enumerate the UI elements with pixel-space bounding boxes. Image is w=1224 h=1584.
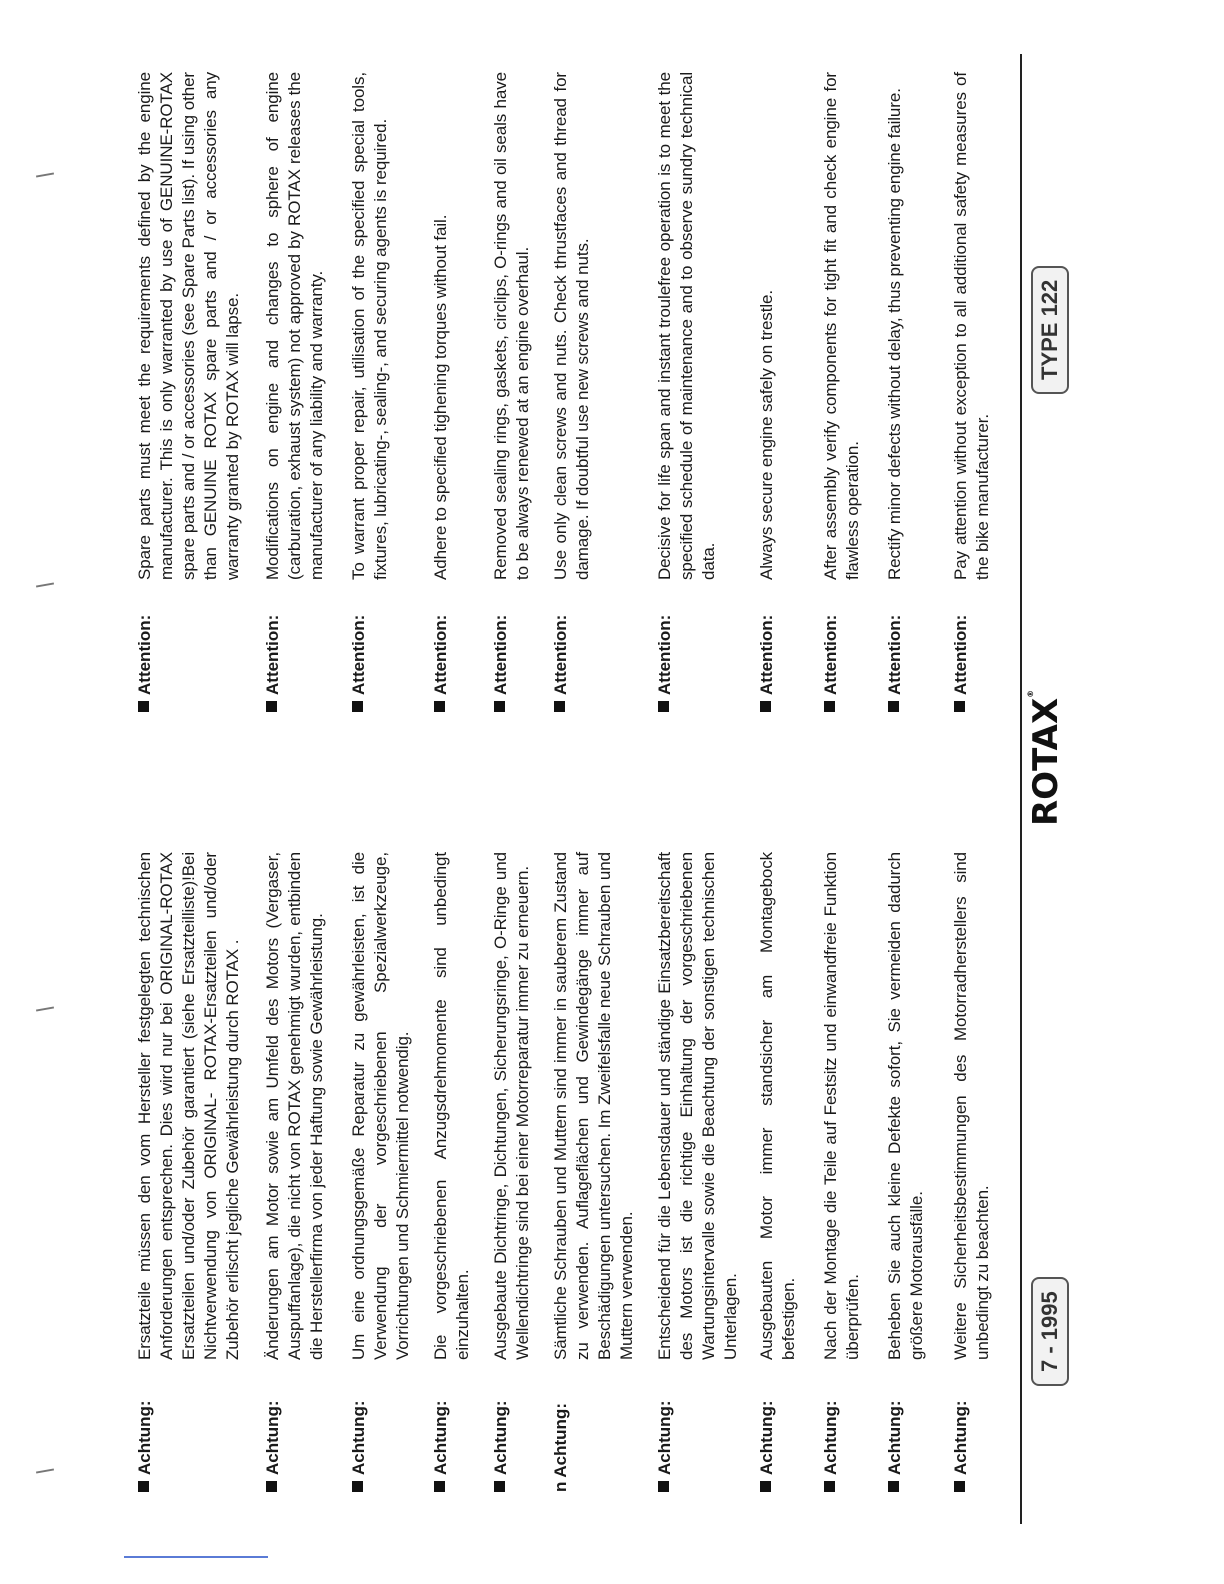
notice-text: Entscheidend für die Lebensdauer und ständige Einsatzbereitschaft des Motors ist die richtige Einhaltung der vorgeschriebenen Wartungsintervalle sowie die Beachtung der sonstigen technischen Unterlagen. (655, 852, 740, 1360)
german-notice (550, 852, 638, 1492)
bullet-square-icon (824, 701, 835, 712)
notice-text: Beheben Sie auch kleine Defekte sofort, Sie vermeiden dadurch größere Motorausfälle. (885, 852, 926, 1360)
english-notice (950, 72, 994, 712)
notice-label: Attention: (134, 580, 156, 712)
notice-label: Achtung: (884, 1360, 906, 1492)
notice-label: Attention: (348, 580, 370, 712)
notice-label: Achtung: (756, 1360, 778, 1492)
bullet-square-icon (954, 701, 965, 712)
notice-text: Ausgebauten Motor immer standsicher am Montagebock befestigen. (757, 852, 798, 1360)
german-notice (820, 852, 864, 1492)
notice-text: Use only clean screws and nuts. Check thrustfaces and thread for damage. If doubtful use new screws and nuts. (551, 72, 592, 580)
edition-badge: 7 - 1995 (1031, 1277, 1069, 1386)
notice-label: Attention: (950, 580, 972, 712)
bullet-square-icon (658, 701, 669, 712)
bullet-square-icon (554, 701, 565, 712)
stray-prefix: n (551, 1481, 570, 1492)
notice-text: Pay attention without exception to all additional safety measures of the bike manufacturer. (951, 72, 992, 580)
english-notice (430, 72, 452, 712)
bullet-square-icon (352, 701, 363, 712)
bullet-square-icon (888, 701, 899, 712)
notice-label: Attention: (884, 580, 906, 712)
rotax-logo (1026, 690, 1066, 826)
notice-label: Achtung: (820, 1360, 842, 1492)
notice-text: Die vorgeschriebenen Anzugsdrehmomente sind unbedingt einzuhalten. (431, 852, 472, 1360)
notice-label: Achtung: (654, 1360, 676, 1492)
notice-label: Achtung: (950, 1360, 972, 1492)
notice-text: Spare parts must meet the requirements defined by the engine manufacturer. This is only warranted by use of GENUINE-ROTAX spare parts and / or accessories (see Spare Parts list). If using other than GENUINE ROTAX spare parts and / or accessories any warranty granted by ROTAX will lapse. (135, 72, 242, 580)
notice-label: Attention: (820, 580, 842, 712)
english-notice (490, 72, 534, 712)
scan-mark (36, 1006, 54, 1011)
notice-text: To warrant proper repair, utilisation of the specified special tools, fixtures, lubricating-, sealing-, and securing agents is required. (349, 72, 390, 580)
english-notice (884, 72, 906, 712)
notice-text: After assembly verify components for tight fit and check engine for flawless operation. (821, 72, 862, 580)
notice-text: Decisive for life span and instant troulefree operation is to meet the specified schedule of maintenance and to observe sundry technical data. (655, 72, 718, 580)
notice-label: Attention: (654, 580, 676, 712)
scan-mark (36, 582, 54, 587)
notice-label: nAchtung: (551, 1403, 570, 1492)
bullet-square-icon (494, 701, 505, 712)
bullet-square-icon (434, 701, 445, 712)
bullet-square-icon (760, 1481, 771, 1492)
german-notice (950, 852, 994, 1492)
footer-divider (1020, 54, 1022, 1524)
bullet-square-icon (658, 1481, 669, 1492)
english-notice (348, 72, 392, 712)
english-notice (550, 72, 594, 712)
notice-label: Attention: (430, 580, 452, 712)
bullet-square-icon (352, 1481, 363, 1492)
notice-text: Um eine ordnungsgemäße Reparatur zu gewährleisten, ist die Verwendung der vorgeschriebenen Spezialwerkzeuge, Vorrichtungen und Schmiermittel notwendig. (349, 852, 412, 1360)
german-notice (490, 852, 534, 1492)
english-notice (756, 72, 778, 712)
bullet-square-icon (494, 1481, 505, 1492)
bullet-square-icon (824, 1481, 835, 1492)
notice-text: Nach der Montage die Teile auf Festsitz und einwandfreie Funktion überprüfen. (821, 852, 862, 1360)
bullet-square-icon (760, 701, 771, 712)
bullet-square-icon (266, 701, 277, 712)
bullet-square-icon (138, 701, 149, 712)
bullet-square-icon (888, 1481, 899, 1492)
notice-text: Modifications on engine and changes to sphere of engine (carburation, exhaust system) not approved by ROTAX releases the manufacturer of any liability and warranty. (263, 72, 326, 580)
notice-text: Ersatzteile müssen den vom Hersteller festgelegten technischen Anforderungen entsprechen. Dies wird nur bei ORIGINAL-ROTAX Ersatzteilen und/oder Zubehör garantiert (siehe Ersatzteilliste)!Bei Nichtverwendung von ORIGINAL- ROTAX-Ersatzteilen und/oder Zubehör erlischt jegliche Gewährleistung durch ROTAX . (135, 852, 242, 1360)
english-notice (820, 72, 864, 712)
german-notice (756, 852, 800, 1492)
notice-label: Attention: (756, 580, 778, 712)
german-notice (348, 852, 414, 1492)
registered-mark: ® (1026, 689, 1035, 698)
bullet-square-icon (138, 1481, 149, 1492)
scan-edge-line (124, 1556, 268, 1558)
notice-text: Removed sealing rings, gaskets, circlips, O-rings and oil seals have to be always renewed at an engine overhaul. (491, 72, 532, 580)
english-notice (654, 72, 720, 712)
notice-label: Attention: (262, 580, 284, 712)
notice-text: Weitere Sicherheitsbestimmungen des Motorradherstellers sind unbedingt zu beachten. (951, 852, 992, 1360)
notice-label: Achtung: (430, 1360, 452, 1492)
notice-label: Achtung: (348, 1360, 370, 1492)
scan-mark (36, 172, 54, 177)
english-notice (134, 72, 244, 712)
type-badge: TYPE 122 (1031, 266, 1069, 394)
german-notice (654, 852, 742, 1492)
german-notice (262, 852, 328, 1492)
notice-text: Änderungen am Motor sowie am Umfeld des Motors (Vergaser, Auspuffanlage), die nicht von ROTAX genehmigt wurden, entbinden die Herstellerfirma von jeder Haftung sowie Gewährleistung. (263, 852, 326, 1360)
german-notice (884, 852, 928, 1492)
scan-mark (36, 1468, 54, 1473)
german-notice (430, 852, 474, 1492)
notice-label: Attention: (490, 580, 512, 712)
bullet-square-icon (954, 1481, 965, 1492)
notice-text: Always secure engine safely on trestle. (757, 290, 776, 580)
notice-text: Adhere to specified tighening torques without fail. (431, 214, 450, 580)
brand-name: ROTAX (1026, 697, 1066, 826)
german-notice (134, 852, 244, 1492)
notice-label: Attention: (550, 580, 572, 712)
notice-label: Achtung: (262, 1360, 284, 1492)
bullet-square-icon (434, 1481, 445, 1492)
notice-label: Achtung: (490, 1360, 512, 1492)
english-notice (262, 72, 328, 712)
notice-text: Sämtliche Schrauben und Muttern sind immer in sauberem Zustand zu verwenden. Auflageflächen und Gewindegänge immer auf Beschädigungen untersuchen. Im Zweifelsfalle neue Schrauben und Muttern verwenden. (551, 852, 636, 1360)
notice-text: Rectify minor defects without delay, thus preventing engine failure. (885, 88, 904, 580)
notice-text: Ausgebaute Dichtringe, Dichtungen, Sicherungsringe, O-Ringe und Wellendichtringe sind bei einer Motorreparatur immer zu erneuern. (491, 852, 532, 1360)
bullet-square-icon (266, 1481, 277, 1492)
notice-label: Achtung: (134, 1360, 156, 1492)
